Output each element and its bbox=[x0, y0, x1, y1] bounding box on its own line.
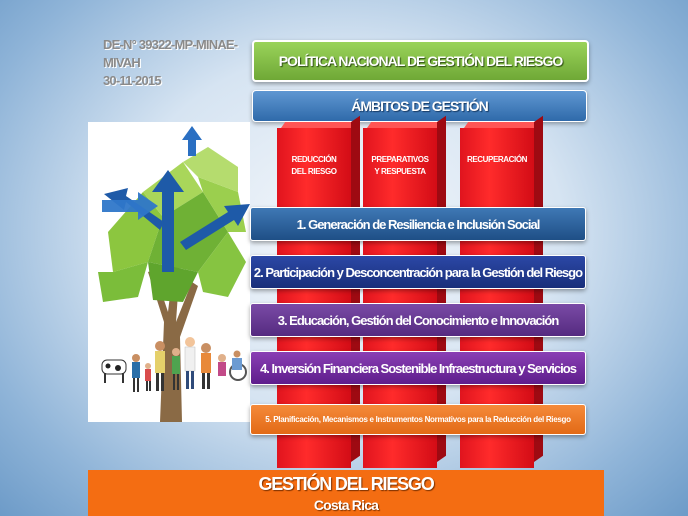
tree-illustration bbox=[88, 122, 250, 422]
axis-band-4: 4. Inversión Financiera Sostenible Infraestructura y Servicios bbox=[250, 351, 586, 385]
axis-band-5: 5. Planificación, Mecanismos e Instrumentos Normativos para la Reducción del Riesgo bbox=[250, 404, 586, 435]
decree-date: 30-11-2015 bbox=[103, 73, 161, 88]
footer-title: GESTIÓN DEL RIESGO bbox=[258, 474, 434, 494]
axis-band-1: 1. Generación de Resiliencia e Inclusión Social bbox=[250, 207, 586, 241]
axis-band-3: 3. Educación, Gestión del Conocimiento e Innovación bbox=[250, 303, 586, 337]
footer-banner bbox=[88, 470, 604, 516]
policy-title-bar: POLÍTICA NACIONAL DE GESTIÓN DEL RIESGO bbox=[252, 40, 589, 82]
decree-line-2: MIVAH bbox=[103, 55, 140, 70]
decree-reference bbox=[103, 36, 243, 90]
pillar-label: REDUCCIÓN DEL RIESGO bbox=[291, 155, 337, 176]
pillar-label: PREPARATIVOS Y RESPUESTA bbox=[371, 155, 429, 176]
ambitos-title-bar: ÁMBITOS DE GESTIÓN bbox=[252, 90, 587, 122]
pillar-label: RECUPERACIÓN bbox=[466, 155, 528, 164]
footer-country: Costa Rica bbox=[313, 497, 379, 513]
tree-with-arrows-and-community-icon bbox=[88, 122, 250, 422]
decree-line-1: DE-N° 39322-MP-MINAE- bbox=[103, 37, 238, 52]
axis-band-2: 2. Participación y Desconcentración para la Gestión del Riesgo bbox=[250, 255, 586, 289]
